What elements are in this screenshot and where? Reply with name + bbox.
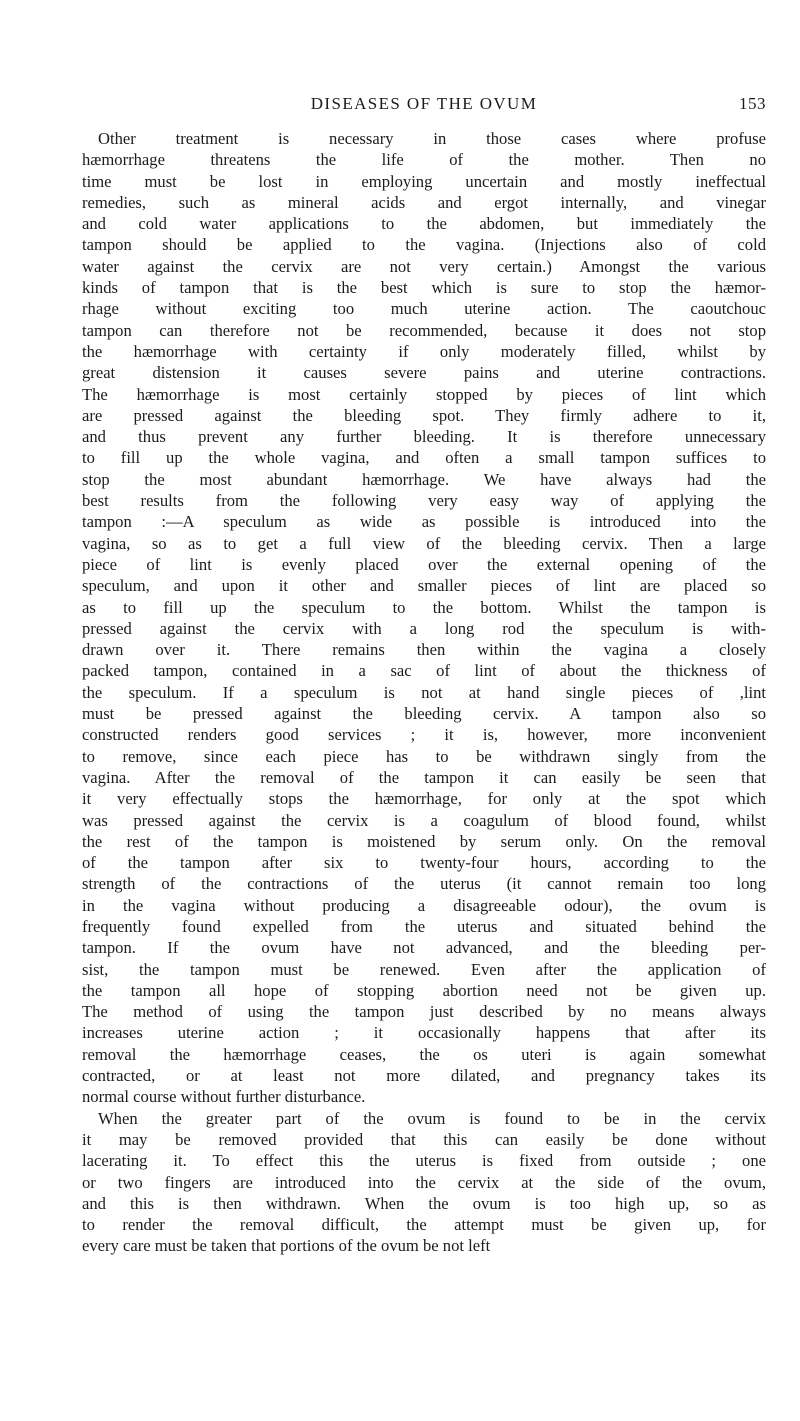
- text-line: packed tampon, contained in a sac of lint of about the thickness of: [82, 661, 766, 681]
- text-line: best results from the following very easy way of applying the: [82, 491, 766, 511]
- text-line: sist, the tampon must be renewed. Even after the application of: [82, 959, 766, 979]
- text-line: contracted, or at least not more dilated, and pregnancy takes its: [82, 1066, 766, 1086]
- text-line: and cold water applications to the abdomen, but immediately the: [82, 214, 766, 234]
- text-line: normal course without further disturbance.: [82, 1087, 366, 1107]
- text-line: as to fill up the speculum to the bottom. Whilst the tampon is: [82, 597, 766, 617]
- text-line: When the greater part of the ovum is found to be in the cervix: [98, 1108, 766, 1128]
- text-line: Other treatment is necessary in those cases where profuse: [98, 129, 766, 148]
- running-head: [82, 94, 766, 118]
- text-line: tampon should be applied to the vagina. (Injections also of cold: [82, 235, 766, 255]
- text-line: constructed renders good services ; it is, however, more inconvenient: [82, 725, 766, 745]
- body-text: [82, 128, 766, 1257]
- text-line: of the tampon after six to twenty-four hours, according to the: [82, 853, 766, 873]
- text-line: frequently found expelled from the uterus and situated behind the: [82, 916, 766, 936]
- text-line: in the vagina without producing a disagreeable odour), the ovum is: [82, 895, 766, 915]
- text-line: was pressed against the cervix is a coagulum of blood found, whilst: [82, 810, 766, 830]
- text-line: tampon :—A speculum as wide as possible is introduced into the: [82, 512, 766, 532]
- text-line: every care must be taken that portions of the ovum be not left: [82, 1236, 491, 1256]
- text-line: stop the most abundant hæmorrhage. We have always had the: [82, 469, 766, 489]
- text-line: and thus prevent any further bleeding. It is therefore unnecessary: [82, 427, 766, 447]
- text-line: it very effectually stops the hæmorrhage, for only at the spot which: [82, 789, 766, 809]
- text-line: tampon can therefore not be recommended, because it does not stop: [82, 320, 766, 340]
- text-line: vagina, so as to get a full view of the bleeding cervix. Then a large: [82, 533, 766, 553]
- text-line: lacerating it. To effect this the uterus is fixed from outside ; one: [82, 1151, 766, 1171]
- text-line: remedies, such as mineral acids and ergot internally, and vinegar: [82, 192, 766, 212]
- page-number: 153: [739, 94, 766, 113]
- text-line: are pressed against the bleeding spot. They firmly adhere to it,: [82, 405, 766, 425]
- text-line: hæmorrhage threatens the life of the mother. Then no: [82, 150, 766, 170]
- text-line: time must be lost in employing uncertain and mostly ineffectual: [82, 171, 766, 191]
- text-line: pressed against the cervix with a long rod the speculum is with-: [82, 618, 766, 638]
- text-line: and this is then withdrawn. When the ovum is too high up, so as: [82, 1193, 766, 1213]
- text-line: removal the hæmorrhage ceases, the os uteri is again somewhat: [82, 1044, 766, 1064]
- text-line: kinds of tampon that is the best which is sure to stop the hæmor-: [82, 278, 766, 298]
- text-line: strength of the contractions of the uterus (it cannot remain too long: [82, 874, 766, 894]
- text-line: great distension it causes severe pains and uterine contractions.: [82, 363, 766, 383]
- text-line: to fill up the whole vagina, and often a small tampon suffices to: [82, 448, 766, 468]
- text-line: The hæmorrhage is most certainly stopped by pieces of lint which: [82, 384, 766, 404]
- paragraph: [82, 1108, 766, 1257]
- text-line: to remove, since each piece has to be withdrawn singly from the: [82, 746, 766, 766]
- text-line: tampon. If the ovum have not advanced, and the bleeding per-: [82, 938, 766, 958]
- text-line: the speculum. If a speculum is not at hand single pieces of ,lint: [82, 682, 766, 702]
- text-line: The method of using the tampon just described by no means always: [82, 1002, 766, 1022]
- paragraph: [82, 128, 766, 1108]
- text-line: or two fingers are introduced into the cervix at the side of the ovum,: [82, 1172, 766, 1192]
- text-line: it may be removed provided that this can easily be done without: [82, 1129, 766, 1149]
- text-line: the tampon all hope of stopping abortion need not be given up.: [82, 980, 766, 1000]
- text-line: increases uterine action ; it occasionally happens that after its: [82, 1023, 766, 1043]
- text-line: vagina. After the removal of the tampon it can easily be seen that: [82, 767, 766, 787]
- text-line: water against the cervix are not very certain.) Amongst the various: [82, 256, 766, 276]
- text-line: to render the removal difficult, the attempt must be given up, for: [82, 1215, 766, 1235]
- text-line: speculum, and upon it other and smaller pieces of lint are placed so: [82, 576, 766, 596]
- text-line: the rest of the tampon is moistened by serum only. On the removal: [82, 831, 766, 851]
- running-title: DISEASES OF THE OVUM: [310, 94, 538, 113]
- text-line: the hæmorrhage with certainty if only moderately filled, whilst by: [82, 341, 766, 361]
- text-line: piece of lint is evenly placed over the external opening of the: [82, 554, 766, 574]
- text-line: drawn over it. There remains then within the vagina a closely: [82, 640, 766, 660]
- text-line: rhage without exciting too much uterine action. The caoutchouc: [82, 299, 766, 319]
- text-line: must be pressed against the bleeding cervix. A tampon also so: [82, 704, 766, 724]
